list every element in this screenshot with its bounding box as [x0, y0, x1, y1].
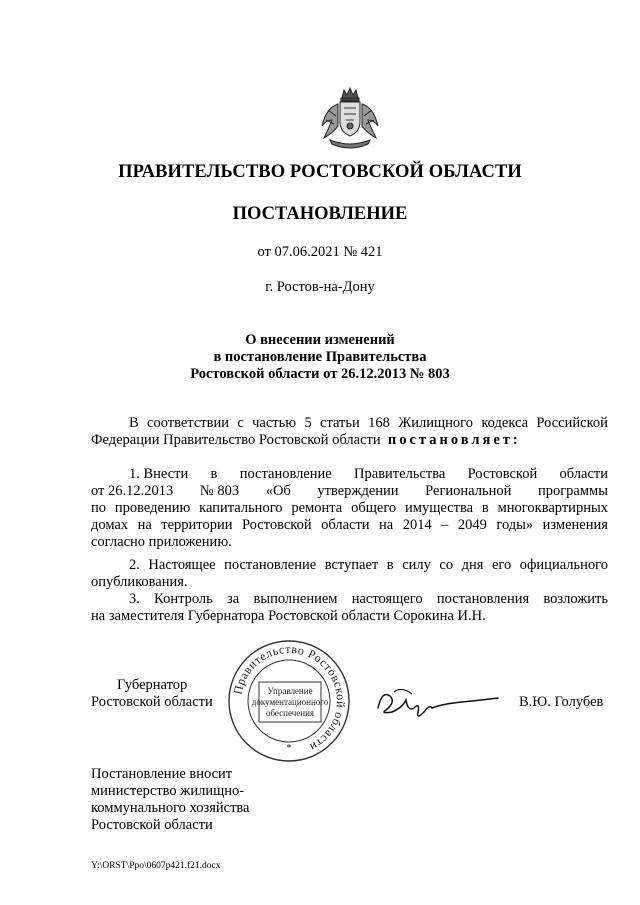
city-line: г. Ростов-на-Дону	[265, 279, 375, 295]
date-number-line: от 07.06.2021 № 421	[257, 244, 383, 260]
word: капитального	[199, 500, 283, 516]
decree-verb: постановляет:	[387, 432, 521, 448]
justified-line	[91, 517, 608, 534]
seal-center-line: обеспечения	[265, 708, 315, 718]
word: 168	[368, 415, 390, 431]
government-title: ПРАВИТЕЛЬСТВО РОСТОВСКОЙ ОБЛАСТИ	[118, 162, 522, 182]
word: № 803	[199, 483, 240, 499]
word: от 26.12.2013	[91, 483, 174, 499]
word: области	[321, 517, 370, 533]
word: статьи	[320, 415, 360, 431]
word: многоквартирных	[497, 500, 608, 516]
word: со	[439, 557, 454, 573]
word: на	[137, 517, 152, 533]
subject-heading	[0, 332, 640, 383]
text-line	[91, 574, 608, 591]
text: согласно приложению.	[91, 534, 232, 550]
word: Ростовской	[467, 466, 538, 482]
word: кодекса	[481, 415, 529, 431]
preamble-text: Федерации Правительство Ростовской области	[91, 432, 381, 448]
word: годы»	[496, 517, 534, 533]
file-path: Y:\ORST\Ppo\0607p421.f21.docx	[91, 861, 221, 871]
justified-line	[91, 415, 608, 432]
note-line: Ростовской области	[91, 817, 213, 833]
item-3-paragraph	[91, 591, 608, 625]
word: программы	[537, 483, 608, 499]
word: в	[210, 466, 218, 482]
word: 3.	[129, 591, 140, 607]
item-2-paragraph	[91, 557, 608, 591]
word: Российской	[536, 415, 608, 431]
word: Жилищного	[398, 415, 474, 431]
word: настоящего	[351, 591, 423, 607]
subject-line: в постановление Правительства	[213, 349, 427, 365]
word: –	[441, 517, 449, 533]
subject-line: О внесении изменений	[245, 332, 395, 348]
official-seal	[226, 638, 352, 764]
note-line: Постановление вносит	[91, 766, 233, 782]
word: области	[559, 466, 608, 482]
signer-position	[91, 677, 213, 711]
item-1-paragraph	[91, 466, 608, 551]
word: 2.	[129, 557, 140, 573]
word: постановления	[436, 591, 530, 607]
justified-line	[91, 591, 608, 608]
word: Ростовской	[241, 517, 312, 533]
document-type: ПОСТАНОВЛЕНИЕ	[232, 204, 408, 224]
word: Региональной	[425, 483, 512, 499]
signer-name: В.Ю. Голубев	[519, 694, 604, 710]
word: территории	[161, 517, 233, 533]
word: Контроль	[154, 591, 213, 607]
word: его	[491, 557, 512, 573]
note-line: коммунального хозяйства	[91, 800, 250, 816]
word: постановление	[239, 466, 332, 482]
handwritten-signature	[372, 682, 502, 722]
word: ремонта	[291, 500, 343, 516]
word: 1. Внести	[129, 466, 189, 482]
text-line	[91, 608, 608, 625]
justified-line	[91, 500, 608, 517]
word: общего	[351, 500, 397, 516]
word: изменения	[542, 517, 608, 533]
word: официального	[519, 557, 608, 573]
svg-text:*: *	[286, 743, 292, 754]
submitter-note	[91, 766, 250, 834]
coat-of-arms-emblem	[316, 86, 384, 152]
seal-center-line: Управление	[267, 686, 313, 696]
word: соответствии	[147, 415, 229, 431]
word: В	[129, 415, 139, 431]
preamble-paragraph	[91, 415, 608, 449]
word: вступает	[324, 557, 379, 573]
word: 2049	[457, 517, 487, 533]
position-line: Губернатор	[117, 677, 188, 693]
seal-center-line: документационного	[251, 697, 329, 707]
justified-line	[91, 557, 608, 574]
text: на заместителя Губернатора Ростовской области Сорокина И.Н.	[91, 608, 486, 624]
word: «Об	[265, 483, 291, 499]
word: домах	[91, 517, 129, 533]
word: 5	[304, 415, 312, 431]
seal-ring-text: Правительство Ростовской области	[230, 641, 349, 755]
word: с	[237, 415, 244, 431]
word: имущества	[405, 500, 474, 516]
justified-line	[91, 483, 608, 500]
word: Настоящее	[148, 557, 216, 573]
word: за	[227, 591, 240, 607]
word: силу	[402, 557, 431, 573]
justified-line	[91, 466, 608, 483]
word: по	[91, 500, 107, 516]
word: проведению	[114, 500, 191, 516]
word: возложить	[543, 591, 608, 607]
word: частью	[252, 415, 297, 431]
word: в	[386, 557, 394, 573]
word: выполнением	[253, 591, 338, 607]
subject-line: Ростовской области от 26.12.2013 № 803	[190, 366, 450, 382]
text: опубликования.	[91, 574, 188, 590]
word: на	[379, 517, 394, 533]
word: 2014	[402, 517, 432, 533]
word: утверждении	[317, 483, 399, 499]
text-line	[91, 432, 608, 449]
word: дня	[461, 557, 484, 573]
word: Правительства	[354, 466, 446, 482]
text-line	[91, 534, 608, 551]
word: постановление	[224, 557, 317, 573]
position-line: Ростовской области	[91, 694, 213, 710]
word: в	[481, 500, 489, 516]
note-line: министерство жилищно-	[91, 783, 245, 799]
